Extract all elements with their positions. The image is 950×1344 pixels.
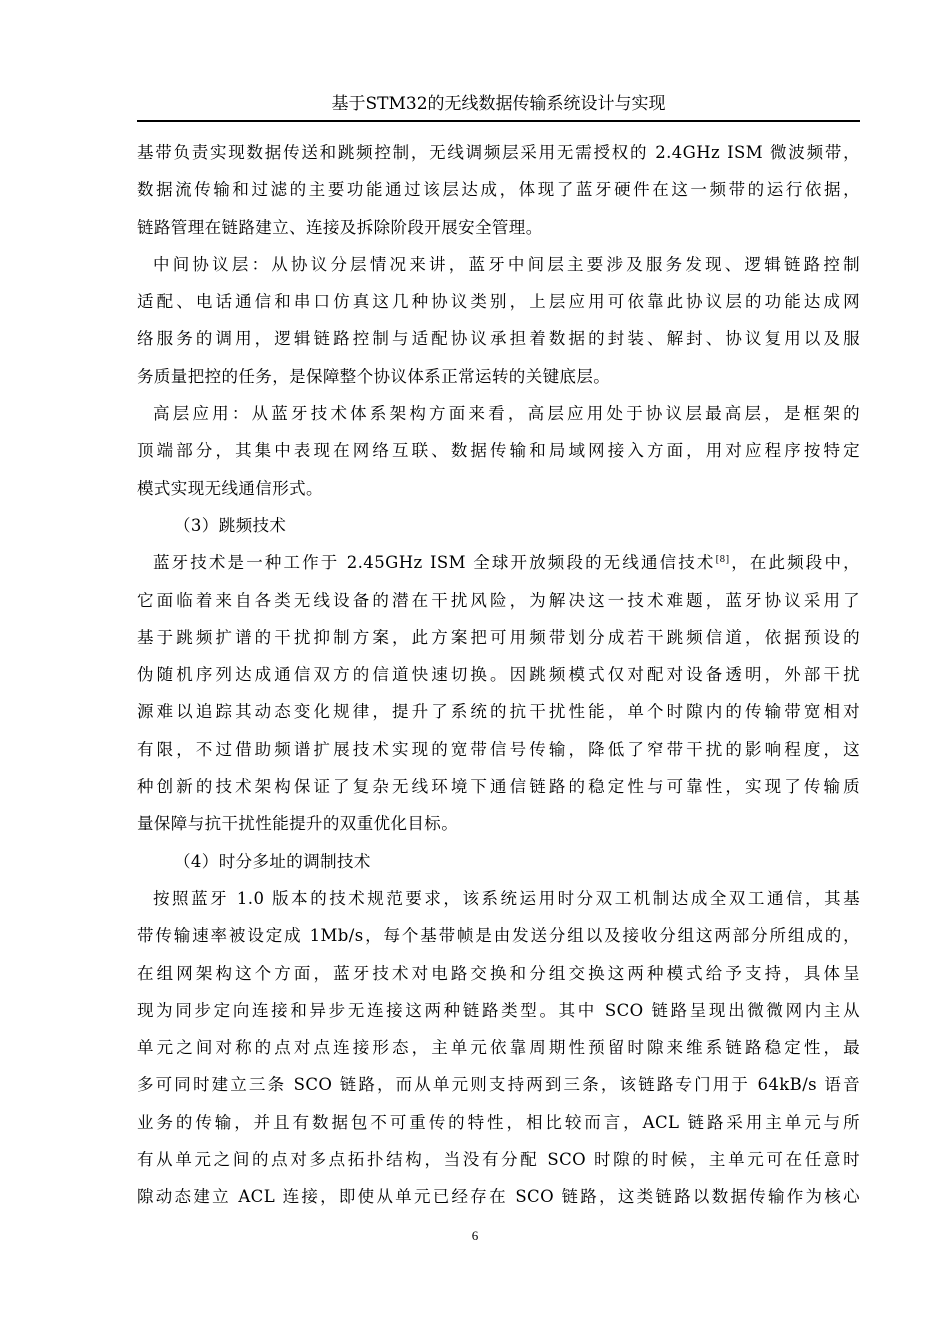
- text-segment: 蓝牙技术是一种工作于 2.45GHz ISM 全球开放频段的无线通信技术: [153, 553, 716, 573]
- document-body: [137, 134, 860, 1216]
- text-line: 量保障与抗干扰性能提升的双重优化目标。: [137, 814, 459, 834]
- text-line: 有限，不过借助频谱扩展技术实现的宽带信号传输，降低了窄带干扰的影响程度，这: [137, 739, 860, 759]
- heading-text: （3）跳频技术: [174, 515, 287, 535]
- text-line: 数据流传输和过滤的主要功能通过该层达成，体现了蓝牙硬件在这一频带的运行依据，: [137, 180, 860, 200]
- text-line: 业务的传输，并且有数据包不可重传的特性，相比较而言，ACL 链路采用主单元与所: [137, 1112, 860, 1132]
- paragraph-middleware-protocol: [137, 246, 860, 395]
- text-line: 链路管理在链路建立、连接及拆除阶段开展安全管理。: [137, 217, 543, 237]
- text-line: 隙动态建立 ACL 连接，即使从单元已经存在 SCO 链路，这类链路以数据传输作为核心: [137, 1187, 860, 1207]
- text-line: 带传输速率被设定成 1Mb/s，每个基带帧是由发送分组以及接收分组这两部分所组成的，: [137, 926, 860, 946]
- text-line: 基带负责实现数据传送和跳频控制，无线调频层采用无需授权的 2.4GHz ISM 微波频带，: [137, 143, 860, 162]
- header-divider: [137, 120, 860, 122]
- text-line: 现为同步定向连接和异步无连接这两种链路类型。其中 SCO 链路呈现出微微网内主从: [137, 1000, 860, 1020]
- text-line: 源难以追踪其动态变化规律，提升了系统的抗干扰性能，单个时隙内的传输带宽相对: [137, 702, 860, 722]
- text-line: 按照蓝牙 1.0 版本的技术规范要求，该系统运用时分双工机制达成全双工通信，其基: [153, 888, 860, 908]
- section-heading-frequency-hopping: [137, 507, 860, 544]
- text-line: 务质量把控的任务，是保障整个协议体系正常运转的关键底层。: [137, 366, 611, 386]
- page-header-title: 基于STM32的无线数据传输系统设计与实现: [331, 94, 666, 114]
- text-line: 适配、电话通信和串口仿真这几种协议类别，上层应用可依靠此协议层的功能达成网: [137, 292, 860, 312]
- paragraph-high-level-app: [137, 395, 860, 507]
- text-line: 伪随机序列达成通信双方的信道快速切换。因跳频模式仅对配对设备透明，外部干扰: [137, 665, 860, 685]
- text-line: 高层应用：从蓝牙技术体系架构方面来看，高层应用处于协议层最高层，是框架的: [153, 404, 860, 424]
- paragraph-frequency-hopping: [137, 544, 860, 842]
- paragraph-baseband: [137, 134, 860, 246]
- text-line: 单元之间对称的点对点连接形态，主单元依靠周期性预留时隙来维系链路稳定性，最: [137, 1038, 860, 1058]
- section-heading-tdma: [137, 843, 860, 880]
- text-line: 基于跳频扩谱的干扰抑制方案，此方案把可用频带划分成若干跳频信道，依据预设的: [137, 627, 860, 647]
- text-line: 在组网架构这个方面，蓝牙技术对电路交换和分组交换这两种模式给予支持，具体呈: [137, 963, 860, 983]
- text-line: 顶端部分，其集中表现在网络互联、数据传输和局域网接入方面，用对应程序按特定: [137, 441, 860, 461]
- text-line: 中间协议层：从协议分层情况来讲，蓝牙中间层主要涉及服务发现、逻辑链路控制: [153, 254, 860, 274]
- page-number: 6: [471, 1228, 479, 1243]
- text-line: 模式实现无线通信形式。: [137, 478, 323, 498]
- text-line: 种创新的技术架构保证了复杂无线环境下通信链路的稳定性与可靠性，实现了传输质: [137, 777, 860, 797]
- text-line: 络服务的调用，逻辑链路控制与适配协议承担着数据的封装、解封、协议复用以及服: [137, 329, 860, 349]
- text-line: 它面临着来自各类无线设备的潜在干扰风险，为解决这一技术难题，蓝牙协议采用了: [137, 590, 860, 610]
- paragraph-tdma: [137, 880, 860, 1216]
- text-line: 有从单元之间的点对多点拓扑结构，当没有分配 SCO 时隙的时候，主单元可在任意时: [137, 1150, 860, 1170]
- heading-text: （4）时分多址的调制技术: [174, 851, 371, 871]
- text-line: [137, 544, 860, 581]
- text-segment: ，在此频段中，: [729, 553, 860, 573]
- citation-marker: [8]: [715, 555, 730, 566]
- text-line: 多可同时建立三条 SCO 链路，而从单元则支持两到三条，该链路专门用于 64kB/s 语音: [137, 1075, 860, 1095]
